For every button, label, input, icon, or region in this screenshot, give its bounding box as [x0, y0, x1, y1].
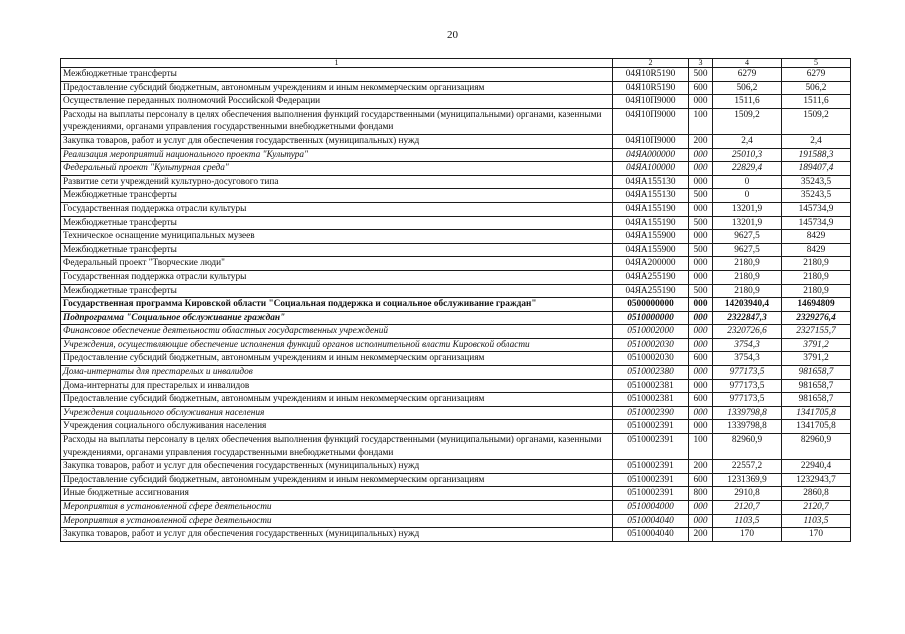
- row-expense-type-cell: 000: [689, 379, 713, 393]
- row-code-cell: 04ЯА155900: [613, 243, 689, 257]
- row-expense-type-cell: 800: [689, 487, 713, 501]
- row-value-col5-cell: 1341705,8: [782, 420, 851, 434]
- row-code-cell: 0510004000: [613, 501, 689, 515]
- row-name-cell: Межбюджетные трансферты: [61, 68, 613, 82]
- row-expense-type-cell: 500: [689, 68, 713, 82]
- row-code-cell: 04ЯА000000: [613, 148, 689, 162]
- table-body: [61, 68, 851, 542]
- table-row: [61, 366, 851, 380]
- row-value-col5-cell: 981658,7: [782, 366, 851, 380]
- row-code-cell: 04ЯА155190: [613, 216, 689, 230]
- table-row: [61, 473, 851, 487]
- row-expense-type-cell: 000: [689, 298, 713, 312]
- row-expense-type-cell: 000: [689, 230, 713, 244]
- row-expense-type-cell: 000: [689, 406, 713, 420]
- row-name-cell: Закупка товаров, работ и услуг для обеспечения государственных (муниципальных) нужд: [61, 528, 613, 542]
- row-code-cell: 04ЯА155130: [613, 175, 689, 189]
- row-value-col5-cell: 2120,7: [782, 501, 851, 515]
- row-value-col4-cell: 2910,8: [713, 487, 782, 501]
- row-expense-type-cell: 600: [689, 393, 713, 407]
- header-col-4: 4: [713, 59, 782, 68]
- row-code-cell: 0510002390: [613, 406, 689, 420]
- table-row: [61, 175, 851, 189]
- row-expense-type-cell: 000: [689, 162, 713, 176]
- row-value-col5-cell: 8429: [782, 243, 851, 257]
- row-code-cell: 04Я10П9000: [613, 134, 689, 148]
- row-value-col4-cell: 1511,6: [713, 95, 782, 109]
- row-value-col5-cell: 145734,9: [782, 216, 851, 230]
- row-value-col5-cell: 3791,2: [782, 352, 851, 366]
- row-name-cell: Техническое оснащение муниципальных музеев: [61, 230, 613, 244]
- row-value-col5-cell: 1511,6: [782, 95, 851, 109]
- row-code-cell: 04ЯА200000: [613, 257, 689, 271]
- row-value-col4-cell: 1339798,8: [713, 406, 782, 420]
- table-row: [61, 352, 851, 366]
- table-row: [61, 81, 851, 95]
- table-row: [61, 68, 851, 82]
- table-row: [61, 230, 851, 244]
- row-value-col5-cell: 1341705,8: [782, 406, 851, 420]
- header-col-2: 2: [613, 59, 689, 68]
- table-row: [61, 216, 851, 230]
- header-col-1: 1: [61, 59, 613, 68]
- row-expense-type-cell: 000: [689, 175, 713, 189]
- table-header-row: [61, 59, 851, 68]
- row-expense-type-cell: 600: [689, 81, 713, 95]
- row-value-col4-cell: 14203940,4: [713, 298, 782, 312]
- row-name-cell: Иные бюджетные ассигнования: [61, 487, 613, 501]
- row-value-col4-cell: 22557,2: [713, 460, 782, 474]
- row-code-cell: 0510004040: [613, 528, 689, 542]
- header-col-3: 3: [689, 59, 713, 68]
- row-expense-type-cell: 100: [689, 108, 713, 134]
- row-value-col5-cell: 189407,4: [782, 162, 851, 176]
- table-row: [61, 406, 851, 420]
- row-expense-type-cell: 000: [689, 366, 713, 380]
- row-code-cell: 0510002380: [613, 366, 689, 380]
- row-name-cell: Осуществление переданных полномочий Российской Федерации: [61, 95, 613, 109]
- row-code-cell: 04ЯА155130: [613, 189, 689, 203]
- table-row: [61, 338, 851, 352]
- table-row: [61, 257, 851, 271]
- row-expense-type-cell: 100: [689, 434, 713, 460]
- row-value-col4-cell: 506,2: [713, 81, 782, 95]
- row-name-cell: Государственная поддержка отрасли культуры: [61, 270, 613, 284]
- row-value-col4-cell: 1339798,8: [713, 420, 782, 434]
- row-value-col5-cell: 1103,5: [782, 514, 851, 528]
- row-code-cell: 0510004040: [613, 514, 689, 528]
- table-row: [61, 501, 851, 515]
- row-value-col4-cell: 2,4: [713, 134, 782, 148]
- row-expense-type-cell: 500: [689, 216, 713, 230]
- row-value-col4-cell: 0: [713, 175, 782, 189]
- row-name-cell: Реализация мероприятий национального проекта "Культура": [61, 148, 613, 162]
- row-expense-type-cell: 000: [689, 420, 713, 434]
- table-row: [61, 514, 851, 528]
- row-code-cell: 0510002391: [613, 434, 689, 460]
- table-row: [61, 311, 851, 325]
- table-row: [61, 487, 851, 501]
- row-expense-type-cell: 200: [689, 460, 713, 474]
- row-value-col4-cell: 2320726,6: [713, 325, 782, 339]
- row-code-cell: 0510002381: [613, 393, 689, 407]
- row-value-col4-cell: 977173,5: [713, 379, 782, 393]
- header-col-5: 5: [782, 59, 851, 68]
- table-row: [61, 148, 851, 162]
- row-expense-type-cell: 500: [689, 284, 713, 298]
- table-row: [61, 379, 851, 393]
- table-row: [61, 134, 851, 148]
- row-name-cell: Закупка товаров, работ и услуг для обеспечения государственных (муниципальных) нужд: [61, 134, 613, 148]
- row-code-cell: 04ЯА255190: [613, 284, 689, 298]
- row-name-cell: Межбюджетные трансферты: [61, 189, 613, 203]
- row-name-cell: Развитие сети учреждений культурно-досугового типа: [61, 175, 613, 189]
- table-row: [61, 189, 851, 203]
- row-name-cell: Предоставление субсидий бюджетным, автономным учреждениям и иным некоммерческим организациям: [61, 352, 613, 366]
- row-value-col4-cell: 1231369,9: [713, 473, 782, 487]
- row-value-col4-cell: 0: [713, 189, 782, 203]
- row-expense-type-cell: 000: [689, 311, 713, 325]
- row-name-cell: Учреждения социального обслуживания населения: [61, 420, 613, 434]
- row-code-cell: 04Я10П9000: [613, 108, 689, 134]
- row-code-cell: 04Я10R5190: [613, 68, 689, 82]
- row-code-cell: 04Я10R5190: [613, 81, 689, 95]
- row-value-col4-cell: 82960,9: [713, 434, 782, 460]
- row-value-col4-cell: 13201,9: [713, 202, 782, 216]
- row-value-col5-cell: 82960,9: [782, 434, 851, 460]
- row-value-col5-cell: 14694809: [782, 298, 851, 312]
- row-value-col5-cell: 2,4: [782, 134, 851, 148]
- row-expense-type-cell: 000: [689, 257, 713, 271]
- row-expense-type-cell: 600: [689, 473, 713, 487]
- page-number: 20: [447, 29, 458, 41]
- row-name-cell: Закупка товаров, работ и услуг для обеспечения государственных (муниципальных) нужд: [61, 460, 613, 474]
- row-value-col4-cell: 2120,7: [713, 501, 782, 515]
- row-value-col5-cell: 2860,8: [782, 487, 851, 501]
- table-row: [61, 325, 851, 339]
- row-value-col5-cell: 8429: [782, 230, 851, 244]
- table-row: [61, 162, 851, 176]
- row-value-col4-cell: 22829,4: [713, 162, 782, 176]
- row-value-col4-cell: 2180,9: [713, 257, 782, 271]
- row-value-col4-cell: 9627,5: [713, 243, 782, 257]
- row-value-col5-cell: 981658,7: [782, 379, 851, 393]
- row-value-col5-cell: 191588,3: [782, 148, 851, 162]
- row-expense-type-cell: 000: [689, 501, 713, 515]
- row-code-cell: 0510000000: [613, 311, 689, 325]
- row-value-col4-cell: 170: [713, 528, 782, 542]
- row-name-cell: Государственная программа Кировской области "Социальная поддержка и социальное обслуживание граждан": [61, 298, 613, 312]
- row-value-col5-cell: 2180,9: [782, 284, 851, 298]
- row-expense-type-cell: 500: [689, 189, 713, 203]
- row-name-cell: Предоставление субсидий бюджетным, автономным учреждениям и иным некоммерческим организациям: [61, 473, 613, 487]
- table-row: [61, 298, 851, 312]
- row-value-col5-cell: 145734,9: [782, 202, 851, 216]
- table-row: [61, 270, 851, 284]
- row-value-col4-cell: 2322847,3: [713, 311, 782, 325]
- row-code-cell: 04Я10П9000: [613, 95, 689, 109]
- row-value-col4-cell: 1509,2: [713, 108, 782, 134]
- row-name-cell: Федеральный проект "Культурная среда": [61, 162, 613, 176]
- row-name-cell: Финансовое обеспечение деятельности областных государственных учреждений: [61, 325, 613, 339]
- row-value-col4-cell: 2180,9: [713, 270, 782, 284]
- row-value-col4-cell: 2180,9: [713, 284, 782, 298]
- row-name-cell: Учреждения, осуществляющие обеспечение исполнения функций органов исполнительной власти Кировской области: [61, 338, 613, 352]
- row-value-col5-cell: 1509,2: [782, 108, 851, 134]
- row-name-cell: Расходы на выплаты персоналу в целях обеспечения выполнения функций государственными (муниципальными) органами, казенными учреждениями, органами управления государственными внебюджетными фондами: [61, 108, 613, 134]
- row-code-cell: 0510002391: [613, 473, 689, 487]
- row-name-cell: Государственная поддержка отрасли культуры: [61, 202, 613, 216]
- row-expense-type-cell: 000: [689, 514, 713, 528]
- row-expense-type-cell: 200: [689, 528, 713, 542]
- row-code-cell: 0510002030: [613, 338, 689, 352]
- row-value-col5-cell: 2180,9: [782, 257, 851, 271]
- row-expense-type-cell: 600: [689, 352, 713, 366]
- row-value-col4-cell: 977173,5: [713, 393, 782, 407]
- table-row: [61, 202, 851, 216]
- row-value-col5-cell: 1232943,7: [782, 473, 851, 487]
- row-code-cell: 04ЯА155900: [613, 230, 689, 244]
- row-value-col5-cell: 2180,9: [782, 270, 851, 284]
- row-expense-type-cell: 500: [689, 243, 713, 257]
- row-value-col5-cell: 2327155,7: [782, 325, 851, 339]
- row-code-cell: 0510002391: [613, 487, 689, 501]
- row-code-cell: 04ЯА255190: [613, 270, 689, 284]
- row-value-col4-cell: 6279: [713, 68, 782, 82]
- row-expense-type-cell: 200: [689, 134, 713, 148]
- row-expense-type-cell: 000: [689, 338, 713, 352]
- row-name-cell: Федеральный проект "Творческие люди": [61, 257, 613, 271]
- row-name-cell: Расходы на выплаты персоналу в целях обеспечения выполнения функций государственными (муниципальными) органами, казенными учреждениями, органами управления государственными внебюджетными фондами: [61, 434, 613, 460]
- row-value-col4-cell: 25010,3: [713, 148, 782, 162]
- table-row: [61, 460, 851, 474]
- row-name-cell: Мероприятия в установленной сфере деятельности: [61, 514, 613, 528]
- row-value-col5-cell: 22940,4: [782, 460, 851, 474]
- row-expense-type-cell: 000: [689, 202, 713, 216]
- row-name-cell: Предоставление субсидий бюджетным, автономным учреждениям и иным некоммерческим организациям: [61, 81, 613, 95]
- table-row: [61, 528, 851, 542]
- row-value-col5-cell: 981658,7: [782, 393, 851, 407]
- row-name-cell: Мероприятия в установленной сфере деятельности: [61, 501, 613, 515]
- row-expense-type-cell: 000: [689, 148, 713, 162]
- row-name-cell: Дома-интернаты для престарелых и инвалидов: [61, 366, 613, 380]
- row-value-col4-cell: 9627,5: [713, 230, 782, 244]
- row-name-cell: Дома-интернаты для престарелых и инвалидов: [61, 379, 613, 393]
- table-row: [61, 95, 851, 109]
- row-value-col5-cell: 2329276,4: [782, 311, 851, 325]
- row-name-cell: Предоставление субсидий бюджетным, автономным учреждениям и иным некоммерческим организациям: [61, 393, 613, 407]
- row-value-col5-cell: 3791,2: [782, 338, 851, 352]
- budget-table: [60, 58, 851, 542]
- row-value-col4-cell: 13201,9: [713, 216, 782, 230]
- row-expense-type-cell: 000: [689, 325, 713, 339]
- row-value-col5-cell: 170: [782, 528, 851, 542]
- table-row: [61, 284, 851, 298]
- row-value-col4-cell: 3754,3: [713, 338, 782, 352]
- row-value-col4-cell: 3754,3: [713, 352, 782, 366]
- row-name-cell: Межбюджетные трансферты: [61, 284, 613, 298]
- row-expense-type-cell: 000: [689, 95, 713, 109]
- table-row: [61, 393, 851, 407]
- table-row: [61, 108, 851, 134]
- table-row: [61, 243, 851, 257]
- row-name-cell: Межбюджетные трансферты: [61, 216, 613, 230]
- row-value-col5-cell: 506,2: [782, 81, 851, 95]
- row-value-col5-cell: 35243,5: [782, 175, 851, 189]
- row-code-cell: 0510002381: [613, 379, 689, 393]
- row-code-cell: 0510002391: [613, 420, 689, 434]
- row-name-cell: Подпрограмма "Социальное обслуживание граждан": [61, 311, 613, 325]
- row-code-cell: 0510002030: [613, 352, 689, 366]
- row-name-cell: Межбюджетные трансферты: [61, 243, 613, 257]
- table-row: [61, 420, 851, 434]
- table-row: [61, 434, 851, 460]
- row-code-cell: 04ЯА155190: [613, 202, 689, 216]
- row-value-col4-cell: 977173,5: [713, 366, 782, 380]
- row-code-cell: 0510002391: [613, 460, 689, 474]
- row-code-cell: 0510002000: [613, 325, 689, 339]
- row-value-col5-cell: 6279: [782, 68, 851, 82]
- row-expense-type-cell: 000: [689, 270, 713, 284]
- row-value-col4-cell: 1103,5: [713, 514, 782, 528]
- row-code-cell: 04ЯА100000: [613, 162, 689, 176]
- row-name-cell: Учреждения социального обслуживания населения: [61, 406, 613, 420]
- row-value-col5-cell: 35243,5: [782, 189, 851, 203]
- row-code-cell: 0500000000: [613, 298, 689, 312]
